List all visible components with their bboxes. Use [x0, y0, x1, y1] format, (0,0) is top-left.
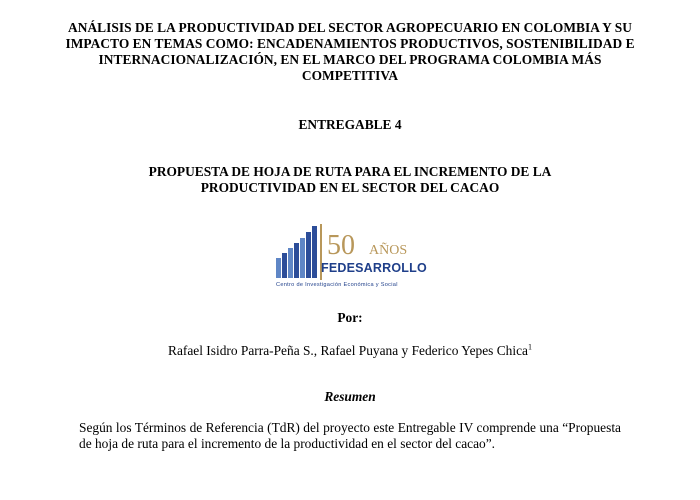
deliverable-label: ENTREGABLE 4	[298, 117, 402, 132]
logo-brand: FEDESARROLLO	[321, 261, 427, 275]
logo-bars-icon	[276, 226, 317, 278]
abstract-paragraph: Según los Términos de Referencia (TdR) del proyecto este Entregable IV comprende una “Propuesta de hoja de ruta para el incremento de la productividad en el sector del cacao”.	[79, 420, 621, 451]
authors-line	[0, 343, 700, 359]
document-title: ANÁLISIS DE LA PRODUCTIVIDAD DEL SECTOR AGROPECUARIO EN COLOMBIA Y SU IMPACTO EN TEMAS COMO: ENCADENAMIENTOS PRODUCTIVOS, SOSTENIBILIDAD E INTERNACIONALIZACIÓN, EN EL MARCO DEL PROGRAMA COLOMBIA MÁS COMPETITIVA	[65, 20, 635, 83]
fedesarrollo-logo	[271, 210, 429, 294]
by-label: Por:	[337, 310, 363, 325]
proposal-title: PROPUESTA DE HOJA DE RUTA PARA EL INCREMENTO DE LA PRODUCTIVIDAD EN EL SECTOR DEL CACAO	[148, 164, 552, 195]
footnote-marker[interactable]: 1	[527, 342, 532, 352]
abstract-heading: Resumen	[324, 389, 376, 404]
logo-tagline: Centro de Investigación Económica y Social	[276, 282, 398, 288]
authors-names: Rafael Isidro Parra-Peña S., Rafael Puyana y Federico Yepes Chica	[168, 343, 528, 358]
logo-years-number: 50	[327, 230, 355, 261]
logo-years-word: AÑOS	[369, 243, 408, 258]
